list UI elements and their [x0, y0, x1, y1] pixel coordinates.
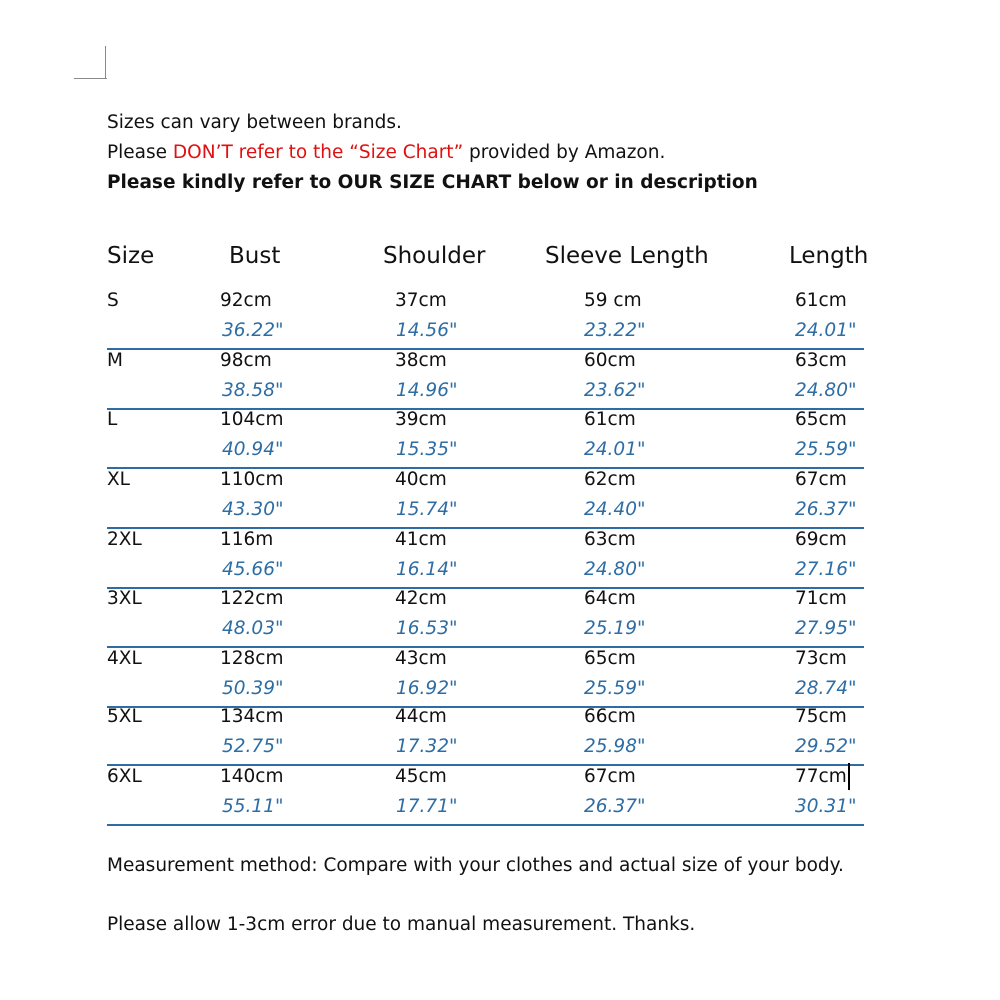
cell-sleeve-inch: 25.59"	[584, 678, 646, 699]
cell-shoulder-cm: 43cm	[395, 648, 447, 669]
cell-bust-cm: 122cm	[220, 588, 284, 609]
cell-size: 5XL	[107, 706, 142, 727]
cell-sleeve-cm: 63cm	[584, 529, 636, 550]
header-sleeve-length: Sleeve Length	[545, 243, 709, 269]
warning-prefix: Please	[107, 142, 173, 163]
cell-sleeve-inch: 26.37"	[584, 796, 646, 817]
table-row	[0, 648, 1000, 708]
cell-length-inch: 24.80"	[795, 380, 857, 401]
cell-bust-cm: 128cm	[220, 648, 284, 669]
cell-length-inch: 27.16"	[795, 559, 857, 580]
cell-shoulder-inch: 15.74"	[396, 499, 458, 520]
table-row	[0, 588, 1000, 648]
cell-sleeve-inch: 24.01"	[584, 439, 646, 460]
cell-shoulder-cm: 40cm	[395, 469, 447, 490]
cell-sleeve-cm: 61cm	[584, 409, 636, 430]
measurement-method-note: Measurement method: Compare with your clothes and actual size of your body.	[107, 855, 844, 876]
cell-length-inch: 30.31"	[795, 796, 857, 817]
table-row	[0, 350, 1000, 410]
cell-size: 2XL	[107, 529, 142, 550]
cell-shoulder-cm: 39cm	[395, 409, 447, 430]
cell-sleeve-inch: 23.62"	[584, 380, 646, 401]
table-row	[0, 409, 1000, 469]
error-allowance-note: Please allow 1-3cm error due to manual measurement. Thanks.	[107, 914, 696, 935]
cell-bust-cm: 140cm	[220, 766, 284, 787]
table-row	[0, 706, 1000, 766]
cell-length-inch: 24.01"	[795, 320, 857, 341]
cell-bust-inch: 43.30"	[222, 499, 284, 520]
cell-size: M	[107, 350, 123, 371]
cell-length-cm: 63cm	[795, 350, 847, 371]
warning-highlight: DON’T refer to the “Size Chart”	[172, 142, 464, 163]
amazon-warning-line	[107, 142, 665, 163]
cell-length-cm: 73cm	[795, 648, 847, 669]
cell-bust-cm: 110cm	[220, 469, 284, 490]
row-divider	[107, 824, 864, 826]
cell-shoulder-inch: 17.71"	[396, 796, 458, 817]
page-corner-mark	[74, 46, 107, 79]
cell-length-inch: 25.59"	[795, 439, 857, 460]
cell-sleeve-cm: 59 cm	[584, 290, 642, 311]
cell-sleeve-cm: 66cm	[584, 706, 636, 727]
cell-bust-inch: 52.75"	[222, 736, 284, 757]
cell-length-cm: 69cm	[795, 529, 847, 550]
header-length: Length	[789, 243, 869, 269]
cell-size: S	[107, 290, 119, 311]
cell-size: 4XL	[107, 648, 142, 669]
cell-length-cm: 65cm	[795, 409, 847, 430]
cell-shoulder-inch: 14.56"	[396, 320, 458, 341]
cell-bust-inch: 50.39"	[222, 678, 284, 699]
cell-sleeve-inch: 25.98"	[584, 736, 646, 757]
cell-size: 6XL	[107, 766, 142, 787]
cell-shoulder-inch: 15.35"	[396, 439, 458, 460]
cell-bust-cm: 134cm	[220, 706, 284, 727]
cell-length-inch: 26.37"	[795, 499, 857, 520]
cell-shoulder-inch: 14.96"	[396, 380, 458, 401]
text-cursor	[848, 763, 850, 790]
cell-shoulder-cm: 38cm	[395, 350, 447, 371]
brand-size-note: Sizes can vary between brands.	[107, 112, 402, 133]
cell-shoulder-inch: 16.53"	[396, 618, 458, 639]
cell-length-cm: 75cm	[795, 706, 847, 727]
cell-length-cm: 71cm	[795, 588, 847, 609]
cell-length-inch: 29.52"	[795, 736, 857, 757]
cell-bust-inch: 55.11"	[222, 796, 284, 817]
cell-sleeve-cm: 62cm	[584, 469, 636, 490]
cell-bust-cm: 92cm	[220, 290, 272, 311]
cell-bust-inch: 45.66"	[222, 559, 284, 580]
cell-shoulder-cm: 45cm	[395, 766, 447, 787]
cell-shoulder-cm: 41cm	[395, 529, 447, 550]
cell-bust-inch: 36.22"	[222, 320, 284, 341]
cell-shoulder-inch: 16.92"	[396, 678, 458, 699]
cell-length-cm: 67cm	[795, 469, 847, 490]
cell-length-inch: 27.95"	[795, 618, 857, 639]
header-bust: Bust	[229, 243, 281, 269]
cell-sleeve-inch: 24.80"	[584, 559, 646, 580]
cell-sleeve-cm: 65cm	[584, 648, 636, 669]
size-chart-instruction: Please kindly refer to OUR SIZE CHART below or in description	[107, 172, 758, 193]
cell-sleeve-inch: 24.40"	[584, 499, 646, 520]
cell-sleeve-inch: 25.19"	[584, 618, 646, 639]
cell-bust-cm: 104cm	[220, 409, 284, 430]
table-row	[0, 766, 1000, 826]
warning-suffix: provided by Amazon.	[463, 142, 666, 163]
table-row	[0, 290, 1000, 350]
header-size: Size	[107, 243, 155, 269]
cell-sleeve-cm: 64cm	[584, 588, 636, 609]
cell-length-cm: 77cm	[795, 766, 847, 787]
table-row	[0, 469, 1000, 529]
cell-sleeve-cm: 60cm	[584, 350, 636, 371]
cell-length-inch: 28.74"	[795, 678, 857, 699]
cell-bust-cm: 116m	[220, 529, 274, 550]
cell-sleeve-inch: 23.22"	[584, 320, 646, 341]
table-row	[0, 529, 1000, 589]
cell-shoulder-inch: 16.14"	[396, 559, 458, 580]
cell-shoulder-cm: 44cm	[395, 706, 447, 727]
cell-size: L	[107, 409, 118, 430]
cell-bust-inch: 48.03"	[222, 618, 284, 639]
cell-bust-cm: 98cm	[220, 350, 272, 371]
cell-size: XL	[107, 469, 130, 490]
cell-length-cm: 61cm	[795, 290, 847, 311]
cell-sleeve-cm: 67cm	[584, 766, 636, 787]
header-shoulder: Shoulder	[383, 243, 486, 269]
cell-bust-inch: 40.94"	[222, 439, 284, 460]
cell-shoulder-cm: 37cm	[395, 290, 447, 311]
cell-bust-inch: 38.58"	[222, 380, 284, 401]
cell-shoulder-inch: 17.32"	[396, 736, 458, 757]
cell-shoulder-cm: 42cm	[395, 588, 447, 609]
cell-size: 3XL	[107, 588, 142, 609]
